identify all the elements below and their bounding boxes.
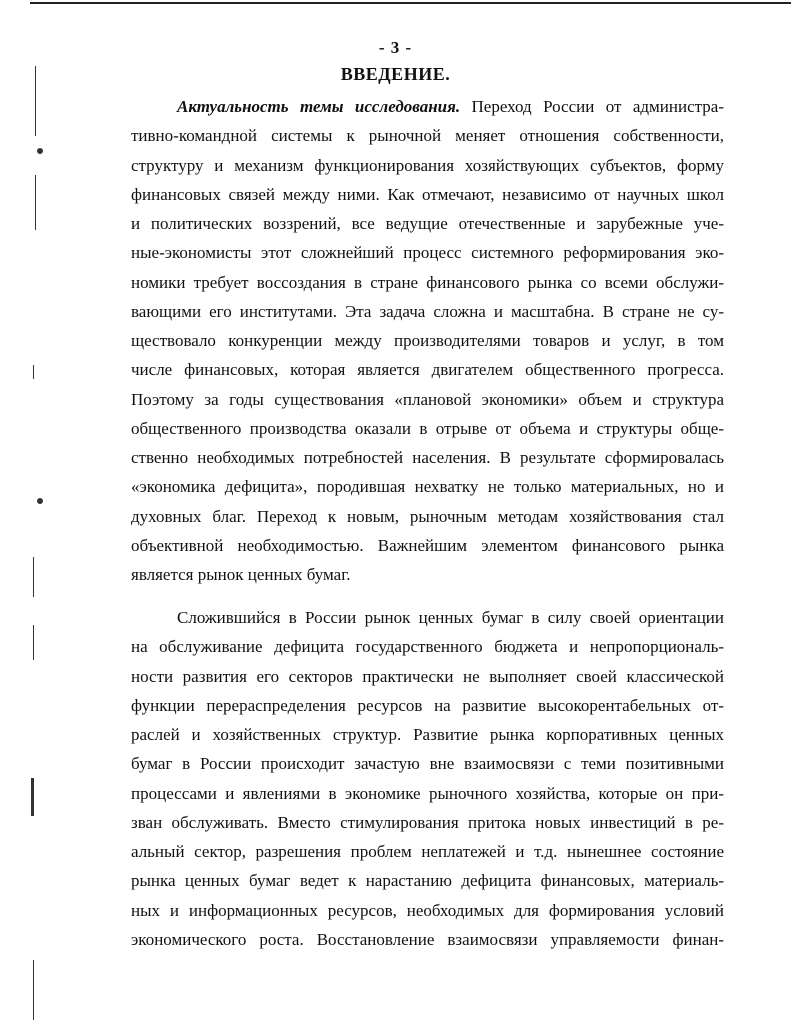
paragraph-line — [131, 92, 724, 121]
paragraph-line: структуру и механизм функционирования хозяйствующих субъектов, форму — [131, 155, 724, 175]
section-heading: Актуальность темы исследования. — [177, 97, 461, 116]
paragraph-line: тивно-командной системы к рыночной меняет отношения собственности, — [131, 126, 724, 146]
paragraph-line: раслей и хозяйственных структур. Развитие рынка корпоративных ценных — [131, 725, 724, 744]
top-border-line — [30, 2, 791, 4]
paragraph-line: ности развития его секторов практически не выполняет своей классической — [131, 666, 724, 686]
margin-mark — [33, 960, 34, 1020]
paragraph-line: функции перераспределения ресурсов на развитие высокорентабельных от- — [131, 695, 724, 715]
margin-mark — [37, 148, 43, 154]
margin-mark — [35, 175, 36, 230]
margin-mark — [33, 557, 34, 597]
paragraph-line: альный сектор, разрешения проблем неплатежей и т.д. нынешнее состояние — [131, 842, 724, 861]
paragraph-line: ных и информационных ресурсов, необходимых для формирования условий — [131, 900, 724, 920]
margin-mark — [37, 498, 43, 504]
paragraph-line: Сложившийся в России рынок ценных бумаг в силу своей ориентации — [177, 608, 724, 627]
paragraph-line: бумаг в России происходит зачастую вне взаимосвязи с теми позитивными — [131, 754, 724, 774]
page-title: ВВЕДЕНИЕ. — [340, 64, 451, 84]
paragraph-line: вающими его институтами. Эта задача сложна и масштабна. В стране не су- — [131, 301, 724, 321]
paragraph-line: экономического роста. Восстановление взаимосвязи управляемости финан- — [131, 929, 724, 949]
paragraph-line: ществовало конкуренции между производителями товаров и услуг, в том — [131, 331, 724, 350]
page-number: - 3 - — [378, 38, 413, 57]
paragraph-line: на обслуживание дефицита государственного бюджета и непропорциональ- — [131, 637, 724, 657]
paragraph-line: процессами и явлениями в экономике рыночного хозяйства, которые он при- — [131, 783, 724, 803]
paragraph-line: номики требует воссоздания в стране финансового рынка со всеми обслужи- — [131, 272, 724, 292]
margin-mark — [33, 365, 34, 379]
paragraph-line: общественного производства оказали в отрыве от объема и структуры обще- — [131, 418, 724, 438]
paragraph-line: рынка ценных бумаг ведет к нарастанию дефицита финансовых, материаль- — [131, 871, 724, 891]
paragraph-line: зван обслуживать. Вместо стимулирования притока новых инвестиций в ре- — [131, 812, 724, 832]
paragraph-line: объективной необходимостью. Важнейшим элементом финансового рынка — [131, 535, 724, 555]
paragraph-line: «экономика дефицита», породившая нехватку не только материальных, но и — [131, 477, 724, 497]
paragraph-line: ственно необходимых потребностей населения. В результате сформировалась — [131, 448, 724, 467]
paragraph-relevance — [131, 92, 724, 589]
paragraph-securities-market — [131, 603, 724, 954]
paragraph-line: числе финансовых, которая является двигателем общественного прогресса. — [131, 360, 724, 380]
text-fragment: Переход России от администра- — [471, 97, 724, 116]
paragraph-line: финансовых связей между ними. Как отмечают, независимо от научных школ — [131, 184, 724, 204]
paragraph-line: является рынок ценных бумаг. — [131, 565, 351, 584]
paragraph-line: и политических воззрений, все ведущие отечественные и зарубежные уче- — [131, 214, 724, 233]
paragraph-line: ные-экономисты этот сложнейший процесс системного реформирования эко- — [131, 243, 724, 263]
margin-mark — [33, 625, 34, 660]
margin-mark — [31, 778, 34, 816]
paragraph-line: Поэтому за годы существования «плановой экономики» объем и структура — [131, 389, 724, 409]
paragraph-line: духовных благ. Переход к новым, рыночным методам хозяйствования стал — [131, 506, 724, 526]
